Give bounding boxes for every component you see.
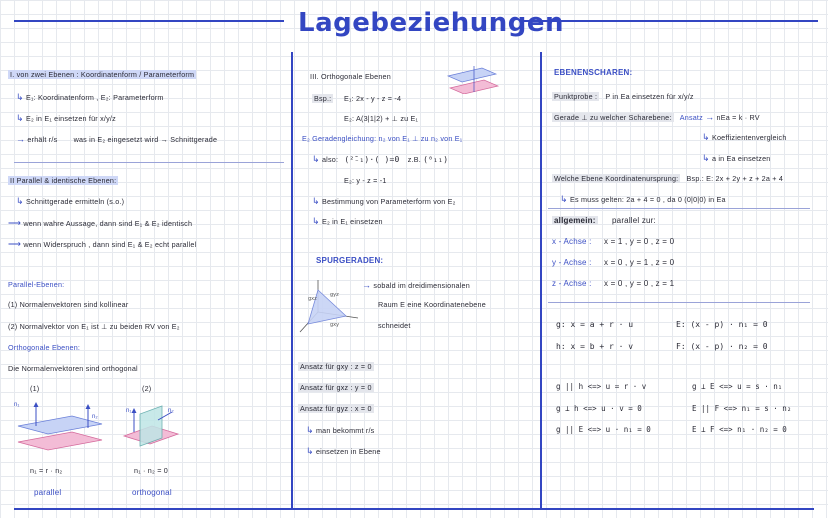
col3-punktprobe: Punktprobe : P in Ea einsetzen für x/y/z (554, 92, 694, 101)
bottom-line (14, 508, 814, 510)
spurgeraden-row-1: → sobald im dreidimensionalen (362, 280, 470, 290)
col1-heading-2: II Parallel & identische Ebenen: (10, 176, 117, 185)
col2-heading-2: SPURGERADEN: (316, 256, 384, 265)
col3-gerade: Gerade ⊥ zu welcher Scharebene: Ansatz → nEa = k · RV (554, 112, 760, 122)
figure-1-equation: n₁ = r · n₂ (30, 466, 63, 475)
arrow-right-icon: → (16, 134, 26, 144)
col1-row-1: ↳ E₁: Koordinatenform , E₂: Parameterform (16, 92, 164, 102)
col3-muss-gelten: ↳ Es muss gelten: 2a + 4 = 0 , da 0 (0|0|0) in Ea (560, 194, 726, 204)
col1-row-8: (2) Normalvektor von E₁ ist ⊥ zu beiden RV von E₂ (8, 322, 180, 331)
relation-E-perp-F: E ⊥ F <=> n₁ · n₂ = 0 (692, 425, 787, 434)
arrow-icon: ↳ (312, 154, 320, 164)
figure-2-n1-label: n₁ (126, 408, 132, 414)
col3-y-achse: y - Achse : x = 0 , y = 1 , z = 0 (552, 258, 675, 267)
formula-E: E: (x - p) · n₁ = 0 (676, 320, 768, 329)
col1-row-5: ⟶ wenn wahre Aussage, dann sind E₁ & E₂ identisch (8, 218, 193, 228)
col2-e1: E₁: 2x - y - z = -4 (344, 94, 402, 103)
figure-2-number: (2) (142, 384, 152, 393)
figure-1-label: parallel (34, 488, 62, 497)
col3-x-achse: x - Achse : x = 1 , y = 0 , z = 0 (552, 237, 675, 246)
ansatz-gxy: Ansatz für gxy : z = 0 (300, 362, 372, 371)
orthogonal-planes-diagram (118, 398, 184, 456)
spurgeraden-row-3: schneidet (378, 321, 411, 330)
col1-row-3: → erhält r/s was in E₂ eingesetzt wird → Schnittgerade (16, 134, 218, 144)
spurgeraden-diagram (296, 278, 360, 334)
spurgerade-gxy-label: gxy (330, 322, 340, 328)
arrow-icon: ↳ (702, 132, 710, 142)
col1-separator (14, 162, 284, 163)
col1-row-2: ↳ E₂ in E₁ einsetzen für x/y/z (16, 113, 116, 123)
col2-heading-1: III. Orthogonale Ebenen (310, 72, 391, 81)
col3-welche: Welche Ebene Koordinatenursprung: Bsp.: E: 2x + 2y + z + 2a + 4 (554, 174, 784, 183)
relation-g-perp-E: g ⊥ E <=> u = s · n₁ (692, 382, 783, 391)
formula-h: h: x = b + r · v (556, 342, 634, 351)
figure-2-equation: n₁ · n₂ = 0 (134, 466, 168, 475)
arrow-icon: ↳ (16, 113, 24, 123)
relation-g-par-E: g || E <=> u · n₁ = 0 (556, 425, 651, 434)
figure-1-number: (1) (30, 384, 40, 393)
col3-separator-2 (548, 302, 810, 303)
relation-g-par-h: g || h <=> u = r · v (556, 382, 647, 391)
divider-left-main (291, 52, 293, 508)
col2-gerade: E₂ Geradengleichung: n₂ von E₁ ⊥ zu n₂ von E₁ (302, 134, 463, 143)
col3-z-achse: z - Achse : x = 0 , y = 0 , z = 1 (552, 279, 675, 288)
col1-heading-3: Parallel-Ebenen: (8, 280, 65, 289)
col2-row-1: ↳ Bestimmung von Parameterform von E₂ (312, 196, 456, 206)
spurgeraden-row-2: Raum E eine Koordinatenebene (378, 300, 486, 309)
arrow-icon: ↳ (312, 216, 320, 226)
spurgerade-gyz-label: gyz (330, 292, 339, 298)
arrow-icon: ↳ (560, 194, 568, 204)
ansatz-gxz: Ansatz für gxz : y = 0 (300, 383, 372, 392)
spurgerade-gxz-label: gxz (308, 296, 317, 302)
col1-heading-1: I. von zwei Ebenen : Koordinatenform / Parameterform (10, 70, 195, 79)
arrow-right-icon: → (362, 280, 372, 290)
arrow-right-icon: ⟶ (8, 218, 22, 228)
col2-row-3: ↳ man bekommt r/s (306, 425, 375, 435)
figure-1-n1-label: n₁ (14, 402, 20, 408)
parallel-planes-diagram (10, 398, 110, 456)
col3-a-einsetzen: ↳ a in Ea einsetzen (702, 153, 771, 163)
divider-right-main (540, 52, 542, 508)
orthogonal-planes-small-diagram (444, 64, 500, 94)
col3-heading-1: EBENENSCHAREN: (554, 68, 633, 77)
figure-1-n2-label: n₂ (92, 414, 98, 420)
arrow-right-icon: ⟶ (8, 239, 22, 249)
col2-e2b: E₂: y - z = -1 (344, 176, 387, 185)
arrow-icon: ↳ (16, 92, 24, 102)
title-line-right (522, 20, 818, 22)
arrow-icon: ↳ (312, 196, 320, 206)
col2-row-2: ↳ E₂ in E₁ einsetzen (312, 216, 383, 226)
col2-row-4: ↳ einsetzen in Ebene (306, 446, 381, 456)
ansatz-gyz: Ansatz für gyz : x = 0 (300, 404, 372, 413)
col1-heading-4: Orthogonale Ebenen: (8, 343, 81, 352)
formula-F: F: (x - p) · n₂ = 0 (676, 342, 768, 351)
col3-koeff: ↳ Koeffizientenvergleich (702, 132, 787, 142)
arrow-right-icon: → (705, 112, 715, 122)
formula-g: g: x = a + r · u (556, 320, 634, 329)
col2-e2: E₂: A(3|1|2) + ⊥ zu E₁ (344, 114, 419, 123)
figure-2-n2-label: n₂ (168, 408, 174, 414)
relation-g-perp-h: g ⊥ h <=> u · v = 0 (556, 404, 642, 413)
col1-row-4: ↳ Schnittgerade ermitteln (s.o.) (16, 196, 125, 206)
col3-allgemein-row: allgemein: parallel zur: (554, 216, 656, 225)
col3-separator-1 (548, 208, 810, 209)
page-title: Lagebeziehungen (298, 8, 565, 38)
arrow-icon: ↳ (702, 153, 710, 163)
col1-row-6: ⟶ wenn Widerspruch , dann sind E₁ & E₂ echt parallel (8, 239, 197, 249)
arrow-icon: ↳ (306, 446, 314, 456)
bsp-label: Bsp.: (314, 94, 332, 103)
col1-row-7: (1) Normalenvektoren sind kollinear (8, 300, 129, 309)
figure-2-label: orthogonal (132, 488, 172, 497)
relation-E-par-F: E || F <=> n₁ = s · n₂ (692, 404, 792, 413)
arrow-icon: ↳ (306, 425, 314, 435)
title-line-left (14, 20, 284, 22)
col2-also-row: ↳ also: (²̄₋₁)·( )=0 z.B. (⁰₁₁) (312, 154, 449, 164)
arrow-icon: ↳ (16, 196, 24, 206)
col1-row-9: Die Normalenvektoren sind orthogonal (8, 364, 138, 373)
